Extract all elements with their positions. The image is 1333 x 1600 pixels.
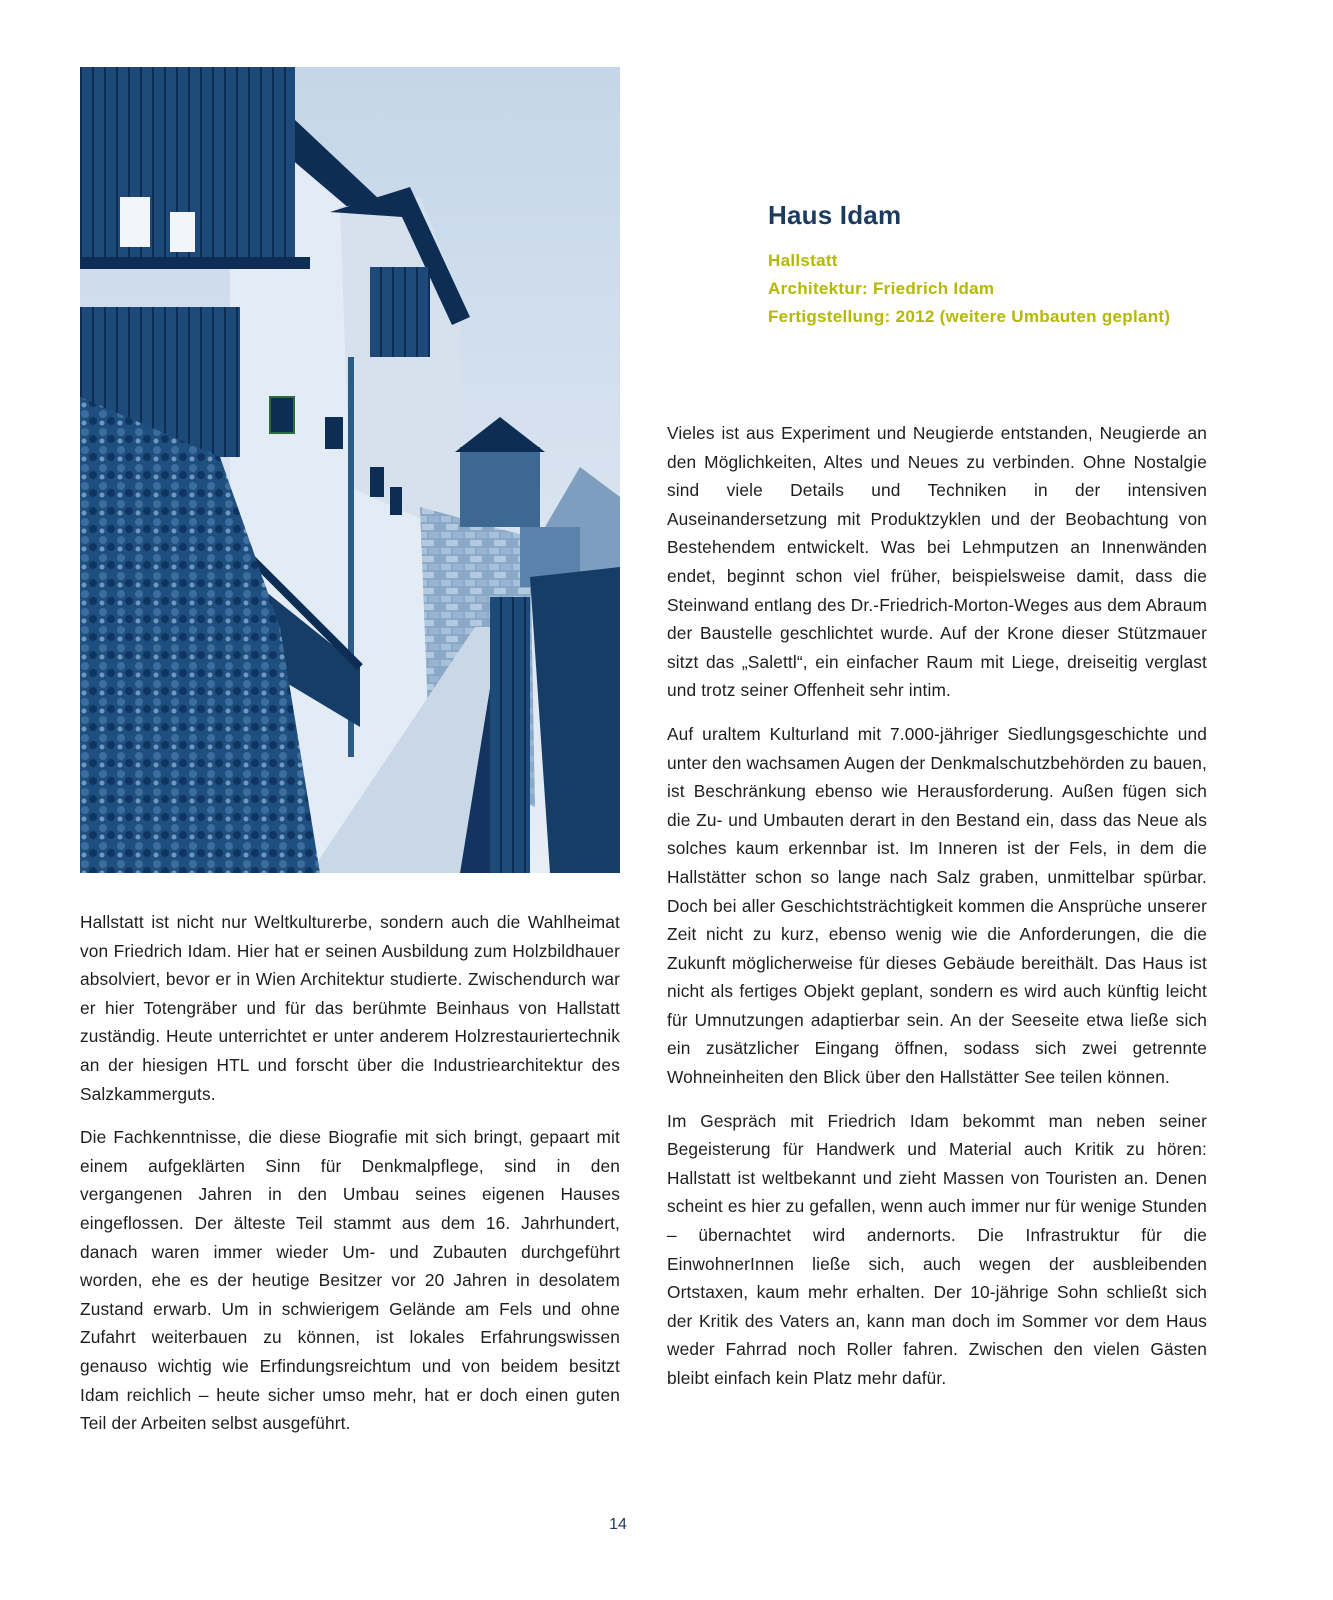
completion-date: Fertigstellung: 2012 (weitere Umbauten geplant) <box>768 307 1171 326</box>
article-title: Haus Idam <box>768 200 902 230</box>
paragraph: Im Gespräch mit Friedrich Idam bekommt man neben seiner Begeisterung für Handwerk und Material auch Kritik zu hören: Hallstatt ist weltbekannt und zieht Massen von Touristen an. Denen scheint es hier zu gefallen, wenn auch immer nur für wenige Stunden – übernachtet wird andernorts. Die Infrastruktur für die EinwohnerInnen ließe sich, auch wegen der ausbleibenden Ortstaxen, kaum mehr erhalten. Der 10-jährige Sohn schließt sich der Kritik des Vaters an, kann man doch im Sommer vor dem Haus weder Fahrrad noch Roller fahren. Zwischen den vielen Gästen bleibt einfach kein Platz mehr dafür. <box>667 1110 1207 1388</box>
house-photo-illustration <box>80 67 620 873</box>
page-number: 14 <box>609 1516 627 1533</box>
right-text-column <box>667 419 1207 1408</box>
paragraph: Vieles ist aus Experiment und Neugierde entstanden, Neugierde an den Möglichkeiten, Altes und Neues zu verbinden. Ohne Nostalgie sind viele Details und Techniken in der intensiven Auseinandersetzung mit Produktzyklen und der Beobachtung von Bestehendem entwickelt. Was bei Lehmputzen an Innenwänden endet, beginnt schon viel früher, beispielsweise damit, dass die Steinwand entlang des Dr.-Friedrich-Morton-Weges aus dem Abraum der Baustelle geschlichtet wurde. Auf der Krone dieser Stützmauer sitzt das „Salettl“, ein einfacher Raum mit Liege, dreiseitig verglast und trotz seiner Offenheit sehr intim. <box>667 423 1207 701</box>
article-header <box>768 200 1248 331</box>
paragraph: Die Fachkenntnisse, die diese Biografie mit sich bringt, gepaart mit einem aufgeklärten Sinn für Denkmalpflege, sind in den vergangenen Jahren in den Umbau seines eigenen Hauses eingeflossen. Der älteste Teil stammt aus dem 16. Jahrhundert, danach waren immer wieder Um- und Zubauten durchgeführt worden, ehe es der heutige Besitzer vor 20 Jahren in desolatem Zustand erwarb. Um in schwierigem Gelände am Fels und ohne Zufahrt weiterbauen zu können, ist lokales Erfahrungswissen genauso wichtig wie Erfindungsreichtum und von beidem besitzt Idam reichlich – heute sicher umso mehr, hat er doch einen guten Teil der Arbeiten selbst ausgeführt. <box>80 1127 620 1434</box>
paragraph: Hallstatt ist nicht nur Weltkulturerbe, sondern auch die Wahlheimat von Friedrich Idam. Hier hat er seinen Ausbildung zum Holzbildhauer absolviert, bevor er in Wien Architektur studierte. Zwischendurch war er hier Totengräber und für das berühmte Beinhaus von Hallstatt zuständig. Heute unterrichtet er unter anderem Holzrestauriertechnik an der hiesigen HTL und forscht über die Industriearchitektur des Salzkammerguts. <box>80 912 620 1104</box>
location: Hallstatt <box>768 251 838 270</box>
left-text-column <box>80 908 620 1453</box>
architect: Architektur: Friedrich Idam <box>768 279 995 298</box>
house-photo <box>80 67 620 873</box>
paragraph: Auf uraltem Kulturland mit 7.000-jähriger Siedlungsgeschichte und unter den wachsamen Augen der Denkmalschutzbehörden zu bauen, ist Beschränkung ebenso wie Herausforderung. Außen fügen sich die Zu- und Umbauten derart in den Bestand ein, dass das Neue als solches kaum erkennbar ist. Im Inneren ist der Fels, in dem die Hallstätter schon so lange nach Salz graben, unmittelbar spürbar. Doch bei aller Geschichtsträchtigkeit kommen die Ansprüche unserer Zeit nicht zu kurz, ebenso wenig wie die Anforderungen, die die Zukunft möglicherweise für dieses Gebäude bereithält. Das Haus ist nicht als fertiges Objekt geplant, sondern es wird auch künftig leicht für Umnutzungen adaptierbar sein. An der Seeseite etwa ließe sich ein zusätzlicher Eingang öffnen, sodass sich zwei getrennte Wohneinheiten den Blick über den Hallstätter See teilen können. <box>667 723 1207 1088</box>
